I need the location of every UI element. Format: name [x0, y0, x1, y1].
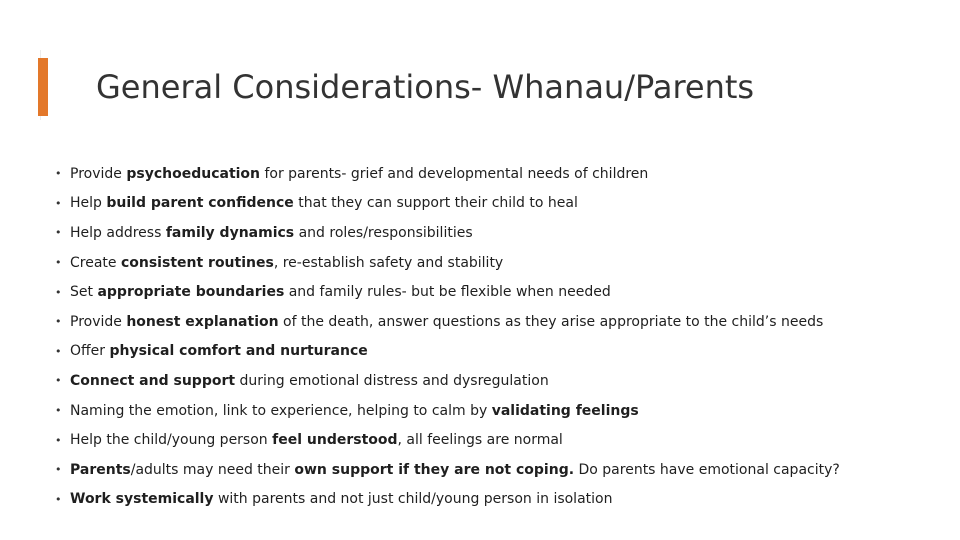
bullet-text [70, 373, 549, 389]
bullet-segment: , re-establish safety and stability [273, 254, 504, 271]
bullet-emphasis: own support if they are not coping. [294, 461, 575, 478]
bullet-segment: Help the child/young person [70, 432, 273, 449]
bullet-item [52, 366, 840, 396]
bullet-segment: Help [70, 195, 107, 212]
bullet-emphasis: Parents [70, 461, 131, 478]
bullet-segment: Naming the emotion, link to experience, helping to calm by [70, 402, 492, 419]
bullet-text [70, 195, 578, 211]
bullet-emphasis: Work systemically [70, 491, 214, 508]
bullet-text [70, 462, 840, 478]
bullet-segment: with parents and not just child/young person in isolation [213, 491, 613, 508]
bullet-item [52, 218, 840, 248]
bullet-emphasis: Connect and support [70, 372, 236, 389]
bullet-marker-icon: • [55, 404, 62, 418]
bullet-item [52, 189, 840, 219]
bullet-segment: Set [70, 284, 98, 301]
bullet-text [70, 284, 611, 300]
bullet-emphasis: honest explanation [126, 313, 279, 330]
bullet-item [52, 425, 840, 455]
bullet-text [70, 432, 563, 448]
bullet-item [52, 485, 840, 515]
bullet-segment: and roles/responsibilities [294, 224, 473, 241]
title-accent-bar [38, 58, 48, 116]
bullet-marker-icon: • [55, 374, 62, 388]
slide-title: General Considerations- Whanau/Parents [96, 68, 755, 106]
bullet-segment: , all feelings are normal [397, 432, 563, 449]
bullet-segment: Provide [70, 313, 127, 330]
bullet-text [70, 491, 612, 507]
bullet-emphasis: consistent routines [120, 254, 274, 271]
bullet-emphasis: appropriate boundaries [97, 284, 285, 301]
bullet-segment: Help address [70, 224, 166, 241]
bullet-segment: that they can support their child to heal [293, 195, 578, 212]
bullet-emphasis: physical comfort and nurturance [109, 343, 368, 360]
bullet-marker-icon: • [55, 167, 62, 181]
bullet-text [70, 166, 648, 182]
bullet-text [70, 314, 823, 330]
bullet-text [70, 343, 368, 359]
bullet-marker-icon: • [55, 492, 62, 506]
bullet-segment: for parents- grief and developmental needs of children [260, 165, 649, 182]
bullet-segment: of the death, answer questions as they arise appropriate to the child’s needs [278, 313, 824, 330]
bullet-marker-icon: • [55, 226, 62, 240]
bullet-emphasis: family dynamics [165, 224, 295, 241]
bullet-segment: Offer [70, 343, 110, 360]
bullet-text [70, 225, 473, 241]
bullet-emphasis: psychoeducation [126, 165, 261, 182]
bullet-list [52, 159, 840, 514]
bullet-marker-icon: • [55, 256, 62, 270]
bullet-item [52, 159, 840, 189]
bullet-segment: and family rules- but be flexible when needed [284, 284, 611, 301]
bullet-marker-icon: • [55, 463, 62, 477]
bullet-item [52, 396, 840, 426]
bullet-emphasis: feel understood [272, 432, 398, 449]
bullet-marker-icon: • [55, 196, 62, 210]
bullet-text [70, 255, 503, 271]
bullet-item [52, 455, 840, 485]
bullet-segment: Provide [70, 165, 127, 182]
bullet-segment: Do parents have emotional capacity? [574, 461, 840, 478]
bullet-item [52, 307, 840, 337]
bullet-emphasis: build parent confidence [106, 195, 294, 212]
bullet-item [52, 248, 840, 278]
bullet-item [52, 277, 840, 307]
bullet-item [52, 337, 840, 367]
bullet-text [70, 403, 639, 419]
bullet-marker-icon: • [55, 315, 62, 329]
bullet-segment: Create [70, 254, 121, 271]
bullet-marker-icon: • [55, 285, 62, 299]
bullet-segment: /adults may need their [130, 461, 295, 478]
bullet-emphasis: validating feelings [491, 402, 639, 419]
bullet-segment: during emotional distress and dysregulation [235, 372, 549, 389]
bullet-marker-icon: • [55, 344, 62, 358]
bullet-marker-icon: • [55, 433, 62, 447]
